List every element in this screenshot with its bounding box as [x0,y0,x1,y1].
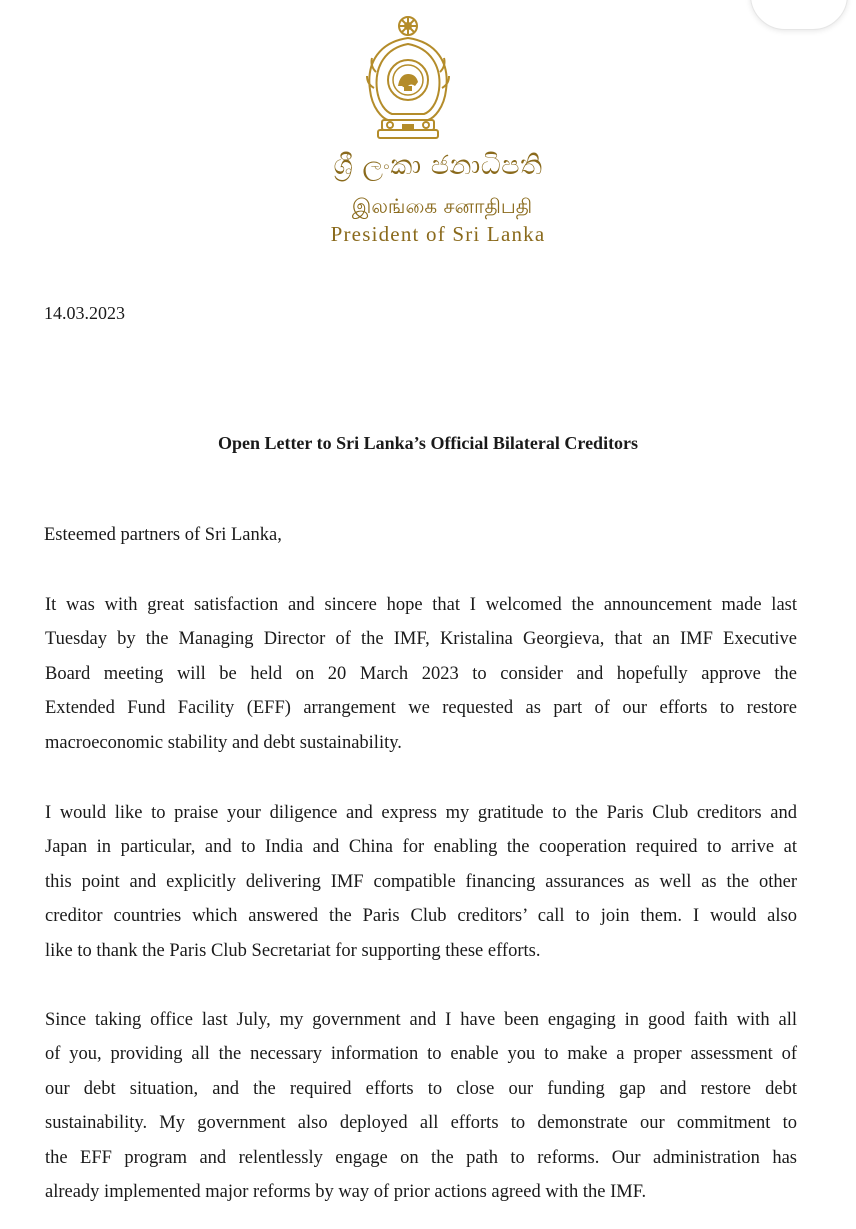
letterhead-english: President of Sri Lanka [330,222,546,246]
paragraph [45,588,797,760]
paragraph-line: It was with great satisfaction and sincere hope that I welcomed the announcement made last [45,595,797,615]
letter-subject: Open Letter to Sri Lanka’s Official Bilateral Creditors [217,433,639,453]
paragraph-line: I would like to praise your diligence and express my gratitude to the Paris Club creditors and [45,803,797,823]
letter-date: 14.03.2023 [44,303,125,323]
paragraph-line: Extended Fund Facility (EFF) arrangement we requested as part of our efforts to restore [45,698,797,719]
paragraph-line: sustainability. My government also deployed all efforts to demonstrate our commitment to [45,1113,797,1134]
paragraph-line: like to thank the Paris Club Secretariat for supporting these efforts. [45,940,541,961]
emblem-icon [360,12,456,142]
salutation: Esteemed partners of Sri Lanka, [44,525,282,545]
paragraph-line: already implemented major reforms by way of prior actions agreed with the IMF. [45,1182,647,1203]
paragraph-line: Japan in particular, and to India and China for enabling the cooperation required to arrive at [45,837,797,858]
paragraph-line: this point and explicitly delivering IMF compatible financing assurances as well as the other [45,871,797,892]
paragraph [45,796,797,968]
paragraph [45,1003,797,1209]
paragraph-line: Since taking office last July, my government and I have been engaging in good faith with all [45,1010,797,1030]
letterhead-tamil: இலங்கை சனாதிபதி [351,194,533,218]
paragraph-line: macroeconomic stability and debt sustainability. [45,732,402,753]
letterhead-sinhala: ශ්‍රී ලංකා ජනාධිපති [333,150,543,181]
paragraph-line: creditor countries which answered the Paris Club creditors’ call to join them. I would also [45,906,797,927]
paragraph-line: our debt situation, and the required efforts to close our funding gap and restore debt [45,1078,797,1099]
paragraph-line: Board meeting will be held on 20 March 2023 to consider and hopefully approve the [45,663,797,684]
paragraph-line: Tuesday by the Managing Director of the IMF, Kristalina Georgieva, that an IMF Executive [45,629,797,650]
page-indicator [750,0,848,30]
paragraph-line: the EFF program and relentlessly engage on the path to reforms. Our administration has [45,1147,797,1168]
paragraph-line: of you, providing all the necessary information to enable you to make a proper assessment of [45,1044,797,1065]
